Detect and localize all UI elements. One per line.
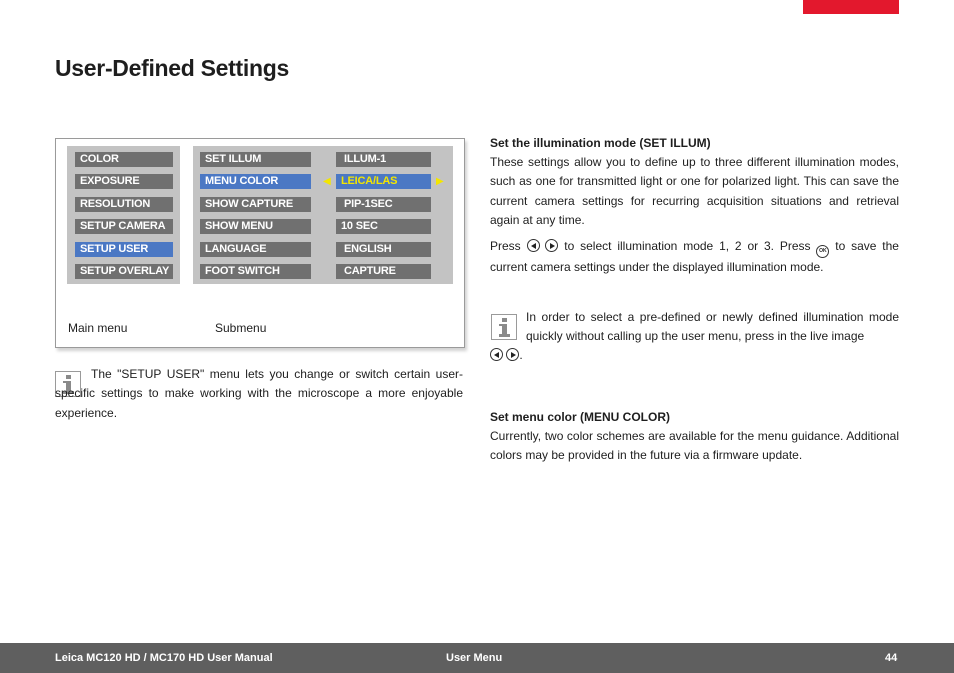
left-arrow-icon: ◀ — [323, 176, 331, 187]
footer-manual-title: Leica MC120 HD / MC170 HD User Manual — [55, 652, 273, 664]
illum-press-paragraph — [490, 237, 899, 277]
accent-tab — [803, 0, 899, 14]
select-text: to select illumination mode 1, 2 or 3. Press — [564, 239, 811, 253]
value-item-selected: LEICA/LAS — [336, 174, 431, 189]
quick-select-text: In order to select a pre-defined or newly defined illumination mode quickly without calling up the user menu, press in the live image — [526, 310, 899, 344]
main-menu-caption: Main menu — [68, 321, 128, 335]
submenu-panel — [193, 146, 453, 284]
main-menu-item-selected: SETUP USER — [75, 242, 173, 257]
setup-user-note: The "SETUP USER" menu lets you change or switch certain user-specific settings to make working with the microscope a more enjoyable experience. — [55, 367, 463, 420]
info-icon — [491, 314, 517, 340]
page-footer — [0, 643, 954, 673]
submenu-item: LANGUAGE — [200, 242, 311, 257]
right-arrow-icon: ▶ — [436, 176, 444, 187]
page-title: User-Defined Settings — [55, 55, 289, 81]
submenu-item: SHOW MENU — [200, 219, 311, 234]
submenu-item: SET ILLUM — [200, 152, 311, 167]
submenu-item: SHOW CAPTURE — [200, 197, 311, 212]
value-item: PIP-1SEC — [336, 197, 431, 212]
footer-page-number: 44 — [885, 652, 898, 664]
main-menu-item: SETUP OVERLAY — [75, 264, 173, 279]
value-item: CAPTURE — [336, 264, 431, 279]
submenu-item-selected: MENU COLOR — [200, 174, 311, 189]
quick-select-note — [526, 308, 899, 347]
menu-screenshot-figure — [55, 138, 465, 348]
main-menu-item: RESOLUTION — [75, 197, 173, 212]
footer-section: User Menu — [446, 652, 503, 664]
value-item: ENGLISH — [336, 242, 431, 257]
ok-button-icon: OK — [816, 245, 829, 258]
period: . — [519, 348, 523, 362]
left-button-icon — [527, 239, 540, 252]
main-menu-panel — [67, 146, 180, 284]
illum-paragraph: These settings allow you to define up to three different illumination modes, such as one for transmitted light or one for polarized light. This can save the current camera settings for recurring acquisition situations and retrieval again at any time. — [490, 155, 899, 227]
main-menu-item: EXPOSURE — [75, 174, 173, 189]
value-item: ILLUM-1 — [336, 152, 431, 167]
submenu-caption: Submenu — [215, 321, 267, 335]
left-button-icon — [490, 348, 503, 361]
main-menu-item: COLOR — [75, 152, 173, 167]
menu-color-paragraph: Currently, two color schemes are available for the menu guidance. Additional colors may be provided in the future via a firmware update. — [490, 429, 899, 463]
right-button-icon — [506, 348, 519, 361]
save-text: to save the current camera settings under the displayed illumination mode. — [490, 239, 899, 274]
right-button-icon — [545, 239, 558, 252]
menu-color-heading: Set menu color (MENU COLOR) — [490, 410, 671, 424]
submenu-item: FOOT SWITCH — [200, 264, 311, 279]
value-item: 10 SEC — [336, 219, 431, 234]
quick-select-buttons — [490, 348, 523, 362]
illum-heading: Set the illumination mode (SET ILLUM) — [490, 136, 711, 150]
main-menu-item: SETUP CAMERA — [75, 219, 173, 234]
press-text: Press — [490, 239, 521, 253]
